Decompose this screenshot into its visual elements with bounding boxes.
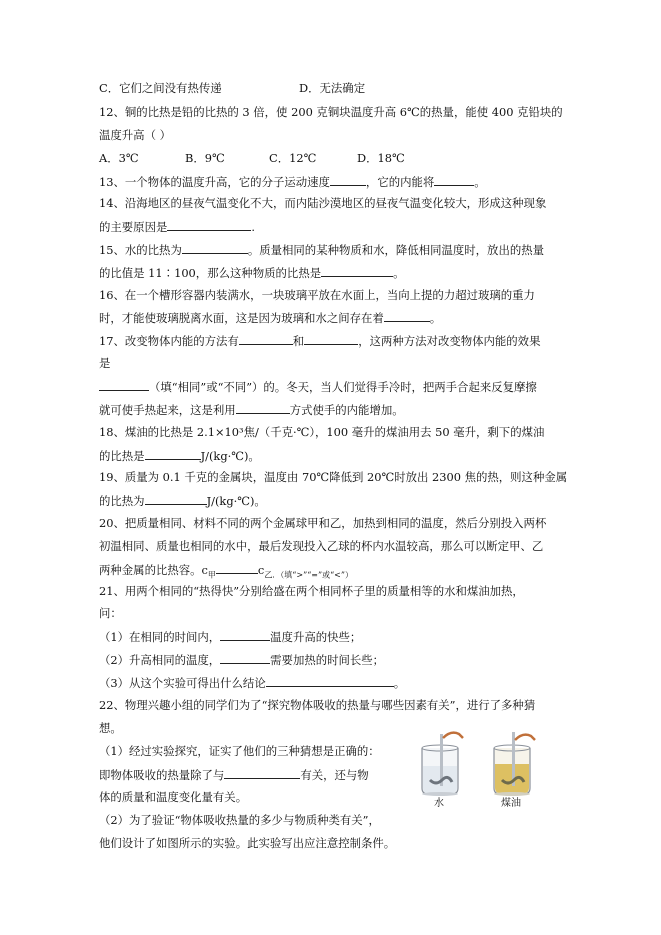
q13-text-2: ，它的内能将 xyxy=(365,175,435,189)
option-c: C．它们之间没有热传递 xyxy=(99,81,222,95)
q21-line-1: 21、用两个相同的“热得快”分别给盛在两个相同杯子里的质量相等的水和煤油加热， xyxy=(99,584,524,598)
q16-blank xyxy=(384,309,430,322)
q21-blank-2 xyxy=(220,651,270,664)
q15-line-1 xyxy=(99,241,544,258)
q14-blank xyxy=(167,218,251,231)
q21-blank-3 xyxy=(266,674,394,687)
q20-blank xyxy=(216,561,258,574)
q21-text-4: 需要加热的时间长些； xyxy=(270,653,385,667)
q21-text-2: 温度升高的快些； xyxy=(270,630,362,644)
q17-blank-2 xyxy=(304,332,358,345)
q17-line-1 xyxy=(99,332,540,349)
options-cd-line xyxy=(99,80,366,96)
water-beaker-icon xyxy=(422,733,463,796)
q17-text-2: 和 xyxy=(292,334,305,348)
q12-option-d: D．18℃ xyxy=(357,151,405,165)
q16-line-2 xyxy=(99,309,441,326)
q17-text-5: 就可使手热起来，这是利用 xyxy=(99,403,236,417)
q14-line-1: 14、沿海地区的昼夜气温变化不大，而内陆沙漠地区的昼夜气温变化较大，形成这种现象 xyxy=(99,196,547,210)
q15-blank-1 xyxy=(182,241,248,254)
q22-text-1: 即物体吸收的热量除了与 xyxy=(99,768,225,782)
q15-text-1: 15、水的比热为 xyxy=(99,243,182,257)
q19-line-2 xyxy=(99,492,266,509)
q20-text-2: 乙．（填“>”“=”或“<”） xyxy=(264,570,353,580)
q12-option-b: B．9℃ xyxy=(185,151,225,165)
q17-blank-1 xyxy=(239,332,293,345)
q17-line-3 xyxy=(99,378,537,395)
q12-line-2: 温度升高（ ） xyxy=(99,128,171,142)
q21-sub-3 xyxy=(99,674,405,691)
q21-text-1: （1）在相同的时间内， xyxy=(99,630,221,644)
q19-text-2: J/(kg·℃)。 xyxy=(206,494,266,508)
q22-line-2: 想。 xyxy=(99,721,122,735)
q20-text-1: 两种金属的比热容。 xyxy=(99,563,202,577)
q14-text-2: . xyxy=(251,220,255,234)
q14-line-2 xyxy=(99,218,255,235)
q21-text-6: 。 xyxy=(393,676,406,690)
q18-text-1: 的比热是 xyxy=(99,449,145,463)
oil-label: 煤油 xyxy=(501,798,521,809)
q14-text-1: 的主要原因是 xyxy=(99,220,168,234)
q17-blank-4 xyxy=(236,401,290,414)
q12-line-1: 12、铜的比热是铅的比热的 3 倍，使 200 克铜块温度升高 6℃的热量，能使 400 克铅块的 xyxy=(99,105,563,119)
q13-blank-2 xyxy=(434,173,474,186)
q21-text-3: （2）升高相同的温度， xyxy=(99,653,221,667)
q12-option-a: A．3℃ xyxy=(99,151,139,165)
q22-line-7: 他们设计了如图所示的实验。此实验写出应注意控制条件。 xyxy=(99,836,396,850)
q21-blank-1 xyxy=(220,628,270,641)
q20-line-3: 两种金属的比热容。$c_甲$ $c_{乙.(填“>”“=”或“<”)}$ xyxy=(99,563,353,580)
q18-line-2 xyxy=(99,447,260,464)
q15-text-4: 。 xyxy=(393,266,405,280)
q19-line-1: 19、质量为 0.1 千克的金属块，温度由 70℃降低到 20℃时放出 2300 焦的热，则这种金属 xyxy=(99,470,568,484)
option-d: D．无法确定 xyxy=(299,81,366,95)
q16-text-1: 时，才能使玻璃脱离水面，这是因为玻璃和水之间存在着 xyxy=(99,311,384,325)
q21-sub-2 xyxy=(99,651,384,668)
beakers-figure xyxy=(410,728,550,808)
q17-line-4 xyxy=(99,401,404,418)
q17-text-4: （填“相同”或“不同”）的。冬天，当人们觉得手冷时，把两手合起来反复摩擦 xyxy=(149,380,537,394)
q22-line-3: （1）经过实验探究，证实了他们的三种猜想是正确的： xyxy=(99,744,380,758)
q16-text-2: 。 xyxy=(429,311,442,325)
q19-blank xyxy=(145,492,207,505)
q15-line-2 xyxy=(99,264,405,281)
q20-line-2: 初温相同、质量也相同的水中，最后发现投入乙球的杯内水温较高，那么可以断定甲、乙 xyxy=(99,539,544,553)
q18-blank xyxy=(145,447,201,460)
q22-line-5: 体的质量和温度变化量有关。 xyxy=(99,790,248,804)
q13-blank-1 xyxy=(330,173,366,186)
q21-sub-1 xyxy=(99,628,361,645)
q12-option-c: C．12℃ xyxy=(269,151,317,165)
q17-text-6: 方式使手的内能增加。 xyxy=(289,403,404,417)
q21-text-5: （3）从这个实验可得出什么结论 xyxy=(99,676,266,690)
q22-text-2: 有关，还与物 xyxy=(300,768,369,782)
q17-blank-3 xyxy=(99,378,149,391)
q22-line-1: 22、物理兴趣小组的同学们为了“探究物体吸收的热量与哪些因素有关”，进行了多种猜 xyxy=(99,698,536,712)
q18-line-1: 18、煤油的比热是 2.1×10³焦/（千克·℃），100 毫升的煤油用去 50 毫升，剩下的煤油 xyxy=(99,425,545,439)
q20-c-symbol: c xyxy=(257,563,265,577)
q13-line xyxy=(99,173,486,190)
q22-line-6: （2）为了验证“物体吸收热量的多少与物质种类有关”， xyxy=(99,813,380,827)
q15-blank-2 xyxy=(321,264,393,277)
q19-text-1: 的比热为 xyxy=(99,494,145,508)
water-label: 水 xyxy=(434,798,444,809)
q13-text-3: 。 xyxy=(474,175,486,189)
q20-sub-jia: 甲 xyxy=(207,570,216,580)
q15-text-2: 。质量相同的某种物质和水，降低相同温度时，放出的热量 xyxy=(247,243,545,257)
q16-line-1: 16、在一个槽形容器内装满水，一块玻璃平放在水面上，当向上提的力超过玻璃的重力 xyxy=(99,288,535,302)
q17-text-1: 17、改变物体内能的方法有 xyxy=(99,334,239,348)
oil-beaker-icon xyxy=(494,732,535,796)
q21-line-2: 问： xyxy=(99,606,122,620)
q22-blank xyxy=(224,766,300,779)
q15-text-3: 的比值是 11∶100，那么这种物质的比热是 xyxy=(99,266,322,280)
q18-text-2: J/(kg·℃)。 xyxy=(200,449,260,463)
q17-line-2: 是 xyxy=(99,356,111,370)
q22-line-4 xyxy=(99,766,369,783)
q12-options xyxy=(99,150,405,166)
q13-text-1: 13、一个物体的温度升高，它的分子运动速度 xyxy=(99,175,330,189)
q17-text-3: ，这两种方法对改变物体内能的效果 xyxy=(358,334,541,348)
q20-line-1: 20、把质量相同、材料不同的两个金属球甲和乙，加热到相同的温度，然后分别投入两杯 xyxy=(99,516,547,530)
